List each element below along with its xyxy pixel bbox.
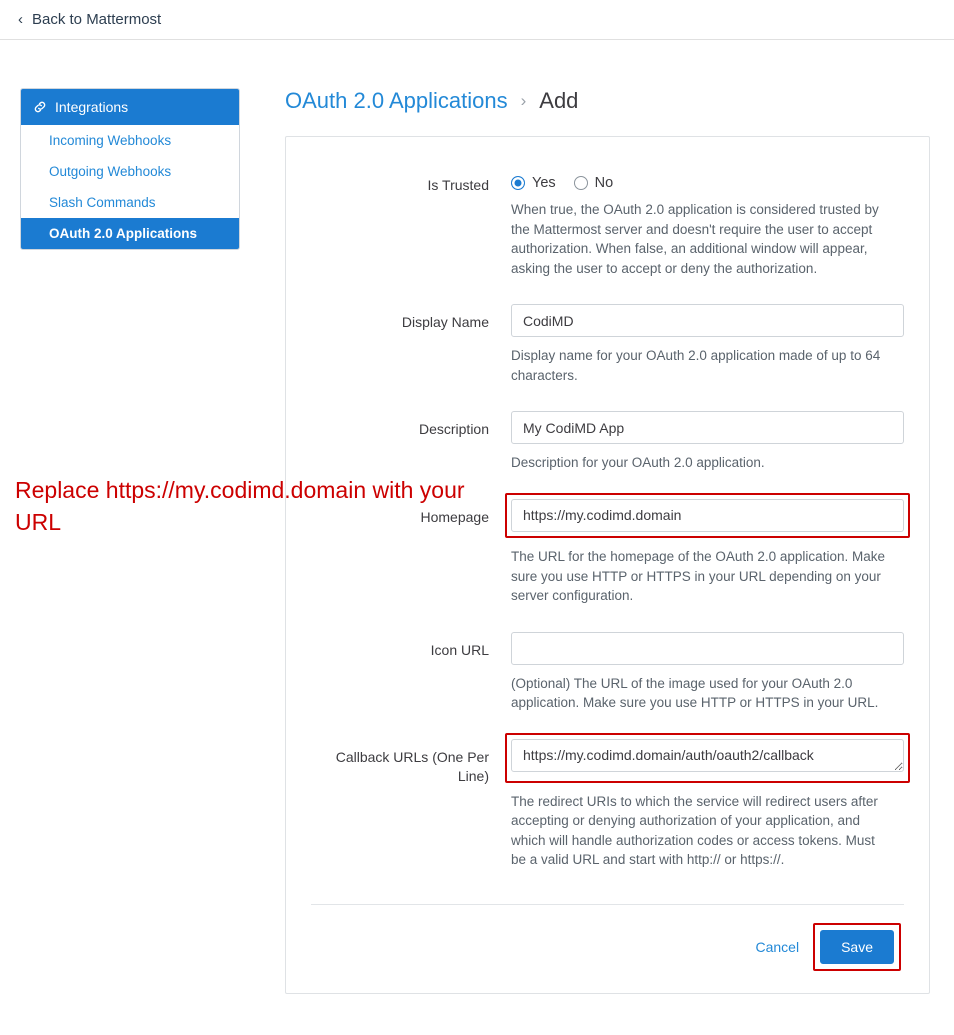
sidebar-header-integrations[interactable] (21, 89, 239, 125)
form-divider (311, 904, 904, 905)
form-row-display-name (311, 304, 904, 407)
form-row-is-trusted (311, 167, 904, 300)
sidebar-header-label: Integrations (55, 99, 129, 115)
radio-dot-yes-icon[interactable] (511, 176, 525, 190)
field-callback-urls (511, 739, 904, 892)
homepage-highlight-box (505, 493, 910, 538)
help-icon-url: (Optional) The URL of the image used for your OAuth 2.0 application. Make sure you use HTTP or HTTPS in your URL. (511, 675, 879, 711)
form-actions (311, 923, 904, 971)
save-button[interactable]: Save (820, 930, 894, 964)
radio-label-no: No (594, 175, 614, 191)
back-link-label: Back to Mattermost (32, 11, 162, 28)
radio-is-trusted-no[interactable] (574, 175, 614, 191)
breadcrumb-current: Add (539, 88, 579, 113)
callback-urls-textarea[interactable] (511, 739, 904, 772)
sidebar-item-slash-commands[interactable]: Slash Commands (21, 187, 239, 218)
radio-is-trusted-yes[interactable] (511, 175, 556, 191)
top-bar (0, 0, 954, 40)
radio-group-is-trusted (511, 167, 904, 191)
label-description: Description (418, 421, 489, 438)
help-display-name: Display name for your OAuth 2.0 application made of up to 64 characters. (511, 348, 881, 383)
radio-dot-no-icon[interactable] (574, 176, 588, 190)
breadcrumb-parent-link[interactable]: OAuth 2.0 Applications (285, 88, 508, 113)
help-homepage: The URL for the homepage of the OAuth 2.0 application. Make sure you use HTTP or HTTPS in your URL depending on your server configuration. (511, 548, 885, 604)
help-is-trusted: When true, the OAuth 2.0 application is considered trusted by the Mattermost server and doesn't require the user to accept authorization. When false, an additional window will appear, asking the user to accept or deny the authorization. (511, 202, 879, 276)
link-icon (33, 100, 47, 114)
sidebar-item-incoming-webhooks[interactable]: Incoming Webhooks (21, 125, 239, 156)
breadcrumb (285, 88, 930, 114)
label-is-trusted: Is Trusted (427, 177, 489, 193)
sidebar-item-outgoing-webhooks[interactable]: Outgoing Webhooks (21, 156, 239, 187)
chevron-right-icon: › (520, 91, 527, 110)
main-content (240, 88, 954, 994)
oauth-app-form-card (285, 136, 930, 994)
form-row-callback-urls (311, 739, 904, 892)
sidebar-item-oauth-applications[interactable]: OAuth 2.0 Applications (21, 218, 239, 249)
field-homepage (511, 499, 904, 628)
label-callback-urls: Callback URLs (One Per Line) (335, 748, 489, 784)
field-display-name (511, 304, 904, 407)
label-icon-url: Icon URL (430, 641, 489, 658)
help-callback-urls: The redirect URIs to which the service will redirect users after accepting or denying authorization of your application, and which will handle authorization codes or access tokens. Must be a valid URL and start with http:// or https://. (511, 793, 878, 868)
icon-url-input[interactable] (511, 632, 904, 665)
form-row-icon-url (311, 632, 904, 735)
label-display-name: Display Name (401, 314, 489, 331)
field-is-trusted (511, 167, 904, 300)
callback-urls-highlight-box (505, 733, 910, 783)
save-highlight-box (813, 923, 901, 971)
radio-label-yes: Yes (532, 175, 556, 191)
description-input[interactable] (511, 411, 904, 444)
cancel-button[interactable]: Cancel (741, 931, 813, 963)
back-to-mattermost-link[interactable] (18, 11, 161, 28)
homepage-input[interactable] (511, 499, 904, 532)
annotation-replace-url: Replace https://my.codimd.domain with your URL (15, 477, 465, 535)
display-name-input[interactable] (511, 304, 904, 337)
sidebar (20, 88, 240, 994)
chevron-left-icon: ‹ (18, 11, 23, 28)
label-homepage: Homepage (420, 508, 489, 525)
field-icon-url (511, 632, 904, 735)
help-description: Description for your OAuth 2.0 application. (511, 455, 765, 471)
field-description (511, 411, 904, 495)
sidebar-box (20, 88, 240, 250)
